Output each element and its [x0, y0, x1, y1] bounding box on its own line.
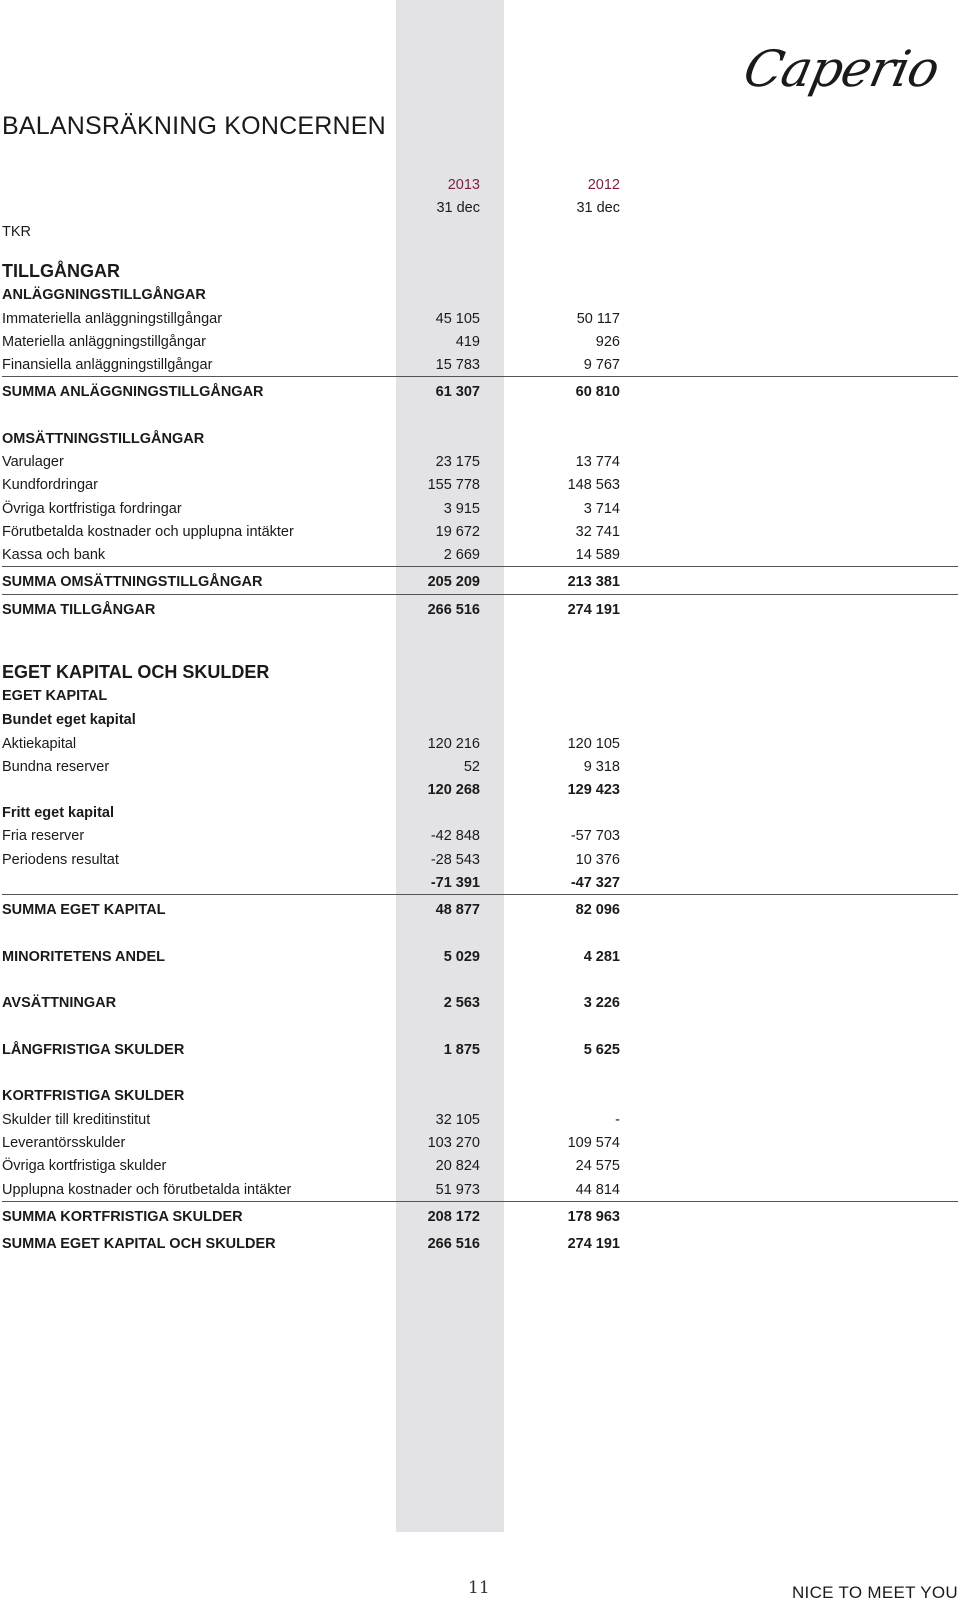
table-row	[2, 544, 958, 566]
row-label: TILLGÅNGAR	[2, 261, 120, 281]
row-value-2012: 274 191	[567, 1236, 620, 1252]
row-value-2013: 5 029	[443, 949, 480, 965]
row-value-2012: 10 376	[575, 852, 620, 868]
row-value-2013: 103 270	[427, 1135, 480, 1151]
table-row	[2, 779, 958, 801]
row-value-2013: 1 875	[443, 1042, 480, 1058]
table-row	[2, 1109, 958, 1131]
row-label: SUMMA EGET KAPITAL OCH SKULDER	[2, 1236, 276, 1252]
table-row	[2, 521, 958, 543]
row-value-2013: 52	[463, 759, 480, 775]
row-label: SUMMA KORTFRISTIGA SKULDER	[2, 1209, 243, 1225]
table-row	[2, 451, 958, 473]
table-row	[2, 946, 958, 968]
row-value-2013: 419	[455, 334, 480, 350]
table-row	[2, 1206, 958, 1228]
row-value-2012: 3 226	[583, 995, 620, 1011]
row-label: Bundna reserver	[2, 759, 110, 775]
table-row	[2, 1233, 958, 1255]
row-value-2012: 5 625	[583, 1042, 620, 1058]
row-label: EGET KAPITAL OCH SKULDER	[2, 662, 270, 682]
table-row	[2, 872, 958, 894]
row-value-2012: 50 117	[576, 311, 620, 327]
divider-line	[2, 594, 958, 595]
page-title: BALANSRÄKNING KONCERNEN	[2, 112, 386, 140]
row-value-2012: 60 810	[575, 384, 620, 400]
row-value-2012: 3 714	[583, 501, 620, 517]
row-value-2012: 109 574	[567, 1135, 620, 1151]
row-value-2012: 129 423	[567, 782, 620, 798]
table-row	[2, 428, 958, 450]
row-value-2012: 926	[595, 334, 620, 350]
table-row	[2, 733, 958, 755]
row-label: Immateriella anläggningstillgångar	[2, 311, 223, 327]
row-value-2012: 274 191	[567, 602, 620, 618]
column-date-1: 31 dec	[436, 200, 480, 216]
row-value-2013: 15 783	[435, 357, 480, 373]
row-label: SUMMA OMSÄTTNINGSTILLGÅNGAR	[2, 574, 263, 590]
row-value-2012: 9 318	[583, 759, 620, 775]
table-row	[2, 571, 958, 593]
row-label: Skulder till kreditinstitut	[2, 1112, 151, 1128]
row-value-2012: -47 327	[570, 875, 620, 891]
row-label: ANLÄGGNINGSTILLGÅNGAR	[2, 287, 206, 303]
row-value-2012: -57 703	[570, 828, 620, 844]
row-value-2012: 178 963	[567, 1209, 620, 1225]
table-row	[2, 709, 958, 731]
row-label: EGET KAPITAL	[2, 688, 108, 704]
divider-line	[2, 566, 958, 567]
footer-tagline: NICE TO MEET YOU	[791, 1583, 958, 1602]
table-row	[2, 599, 958, 621]
column-year-2013: 2013	[447, 177, 480, 193]
table-row	[2, 474, 958, 496]
column-year-2012: 2012	[587, 177, 620, 193]
table-row	[2, 825, 958, 847]
row-value-2012: 4 281	[583, 949, 620, 965]
row-value-2013: 155 778	[427, 477, 480, 493]
table-row	[2, 756, 958, 778]
row-label: KORTFRISTIGA SKULDER	[2, 1088, 185, 1104]
row-label: SUMMA EGET KAPITAL	[2, 902, 166, 918]
row-label: Övriga kortfristiga fordringar	[2, 501, 182, 517]
row-label: Aktiekapital	[2, 736, 77, 752]
row-value-2013: 20 824	[435, 1158, 480, 1174]
row-value-2013: -42 848	[430, 828, 480, 844]
row-label: Varulager	[2, 454, 64, 470]
table-row	[2, 308, 958, 330]
row-value-2013: 19 672	[435, 524, 480, 540]
row-label: Fritt eget kapital	[2, 805, 114, 821]
row-label: Upplupna kostnader och förutbetalda intäkter	[2, 1182, 292, 1198]
row-value-2013: 120 216	[427, 736, 480, 752]
table-row	[2, 260, 958, 282]
row-value-2012: 24 575	[575, 1158, 620, 1174]
row-label: Kassa och bank	[2, 547, 106, 563]
table-row	[2, 1085, 958, 1107]
row-value-2012: 14 589	[575, 547, 620, 563]
brand-logo: Caperio	[739, 40, 945, 98]
row-label: Finansiella anläggningstillgångar	[2, 357, 213, 373]
row-value-2013: 2 563	[443, 995, 480, 1011]
row-value-2013: 23 175	[435, 454, 480, 470]
table-row	[2, 284, 958, 306]
column-date-row	[2, 197, 958, 219]
row-value-2013: 45 105	[435, 311, 480, 327]
row-label: SUMMA ANLÄGGNINGSTILLGÅNGAR	[2, 384, 264, 400]
table-row	[2, 992, 958, 1014]
page-number: 11	[468, 1578, 490, 1598]
row-value-2013: -28 543	[430, 852, 480, 868]
table-row	[2, 381, 958, 403]
row-value-2013: 32 105	[435, 1112, 480, 1128]
row-label: MINORITETENS ANDEL	[2, 949, 165, 965]
row-value-2013: 266 516	[427, 602, 480, 618]
row-label: Fria reserver	[2, 828, 85, 844]
column-date-2: 31 dec	[576, 200, 620, 216]
row-value-2013: 2 669	[443, 547, 480, 563]
row-value-2012: 148 563	[567, 477, 620, 493]
table-row	[2, 802, 958, 824]
table-row	[2, 1039, 958, 1061]
divider-line	[2, 376, 958, 377]
row-label: Periodens resultat	[2, 852, 119, 868]
table-row	[2, 1155, 958, 1177]
table-row	[2, 899, 958, 921]
unit-label: TKR	[2, 224, 31, 240]
table-row	[2, 331, 958, 353]
row-value-2013: 48 877	[435, 902, 480, 918]
row-label: Bundet eget kapital	[2, 712, 136, 728]
row-value-2012: 32 741	[575, 524, 620, 540]
table-row	[2, 849, 958, 871]
table-row	[2, 1132, 958, 1154]
row-label: Förutbetalda kostnader och upplupna intäkter	[2, 524, 294, 540]
divider-line	[2, 1201, 958, 1202]
table-row	[2, 354, 958, 376]
table-row	[2, 685, 958, 707]
table-row	[2, 1179, 958, 1201]
row-value-2013: 208 172	[427, 1209, 480, 1225]
row-value-2013: 51 973	[435, 1182, 480, 1198]
row-value-2013: 205 209	[427, 574, 480, 590]
row-value-2012: 213 381	[567, 574, 620, 590]
row-label: OMSÄTTNINGSTILLGÅNGAR	[2, 431, 205, 447]
row-value-2013: 266 516	[427, 1236, 480, 1252]
row-label: Leverantörsskulder	[2, 1135, 126, 1151]
row-label: AVSÄTTNINGAR	[2, 995, 117, 1011]
row-label: Övriga kortfristiga skulder	[2, 1158, 167, 1174]
divider-line	[2, 894, 958, 895]
row-value-2012: 9 767	[583, 357, 620, 373]
row-value-2013: 61 307	[435, 384, 480, 400]
row-value-2012: -	[615, 1112, 620, 1128]
row-value-2013: 120 268	[427, 782, 480, 798]
unit-row	[2, 221, 958, 243]
row-label: LÅNGFRISTIGA SKULDER	[2, 1042, 185, 1058]
row-label: Kundfordringar	[2, 477, 98, 493]
row-value-2012: 120 105	[567, 736, 620, 752]
row-value-2013: -71 391	[430, 875, 480, 891]
row-label: Materiella anläggningstillgångar	[2, 334, 206, 350]
row-value-2012: 13 774	[575, 454, 620, 470]
table-row	[2, 661, 958, 683]
table-row	[2, 498, 958, 520]
row-value-2013: 3 915	[443, 501, 480, 517]
row-value-2012: 82 096	[575, 902, 620, 918]
row-value-2012: 44 814	[575, 1182, 620, 1198]
row-label: SUMMA TILLGÅNGAR	[2, 602, 156, 618]
column-year-row	[2, 174, 958, 196]
